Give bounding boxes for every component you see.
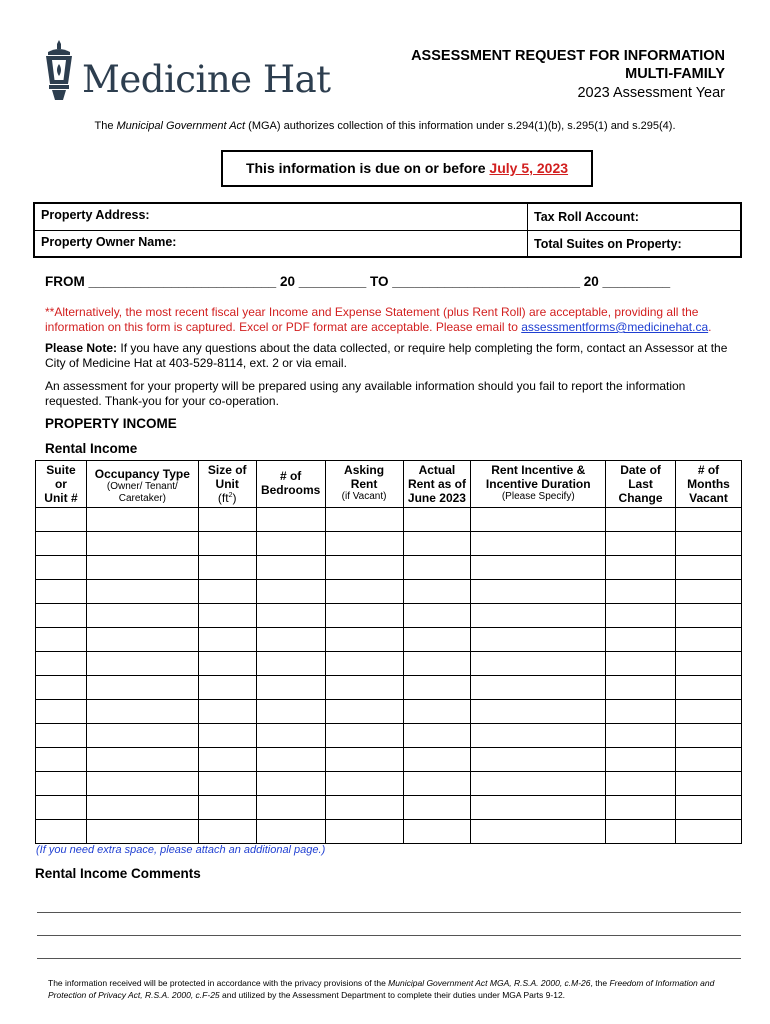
extra-space-note: (If you need extra space, please attach an additional page.) xyxy=(36,844,326,856)
authority-act: Municipal Government Act xyxy=(116,120,246,132)
table-cell[interactable] xyxy=(471,652,606,676)
table-cell[interactable] xyxy=(256,652,325,676)
table-cell[interactable] xyxy=(403,820,471,844)
table-cell[interactable] xyxy=(86,772,198,796)
table-cell[interactable] xyxy=(256,604,325,628)
table-cell[interactable] xyxy=(86,652,198,676)
tax-roll-field[interactable] xyxy=(528,204,740,230)
col-size-close: ) xyxy=(232,491,237,505)
table-cell[interactable] xyxy=(676,796,742,820)
col-vacant-l1: # of xyxy=(697,463,720,477)
owner-name-field[interactable] xyxy=(35,231,528,256)
footer-act-1: Municipal Government Act MGA, R.S.A. 2000, c.M-26 xyxy=(388,978,591,988)
col-size-unit xyxy=(218,491,237,505)
table-cell[interactable] xyxy=(403,796,471,820)
table-cell[interactable] xyxy=(86,796,198,820)
table-cell[interactable] xyxy=(325,724,403,748)
table-cell[interactable] xyxy=(606,676,676,700)
table-cell[interactable] xyxy=(256,628,325,652)
table-cell[interactable] xyxy=(471,580,606,604)
col-size xyxy=(198,461,256,508)
due-date-box xyxy=(221,150,593,187)
property-address-label: Property Address: xyxy=(41,208,150,222)
table-cell[interactable] xyxy=(256,820,325,844)
table-row xyxy=(36,820,742,844)
col-date-l3: Change xyxy=(618,491,663,505)
table-cell[interactable] xyxy=(198,556,256,580)
form-title xyxy=(411,47,725,103)
col-asking xyxy=(325,461,403,508)
table-cell[interactable] xyxy=(471,676,606,700)
table-cell[interactable] xyxy=(676,652,742,676)
table-cell[interactable] xyxy=(676,676,742,700)
title-line-3: 2023 Assessment Year xyxy=(577,85,725,101)
col-bedrooms-l1: # of xyxy=(279,469,302,483)
table-cell[interactable] xyxy=(676,748,742,772)
table-cell[interactable] xyxy=(606,700,676,724)
table-cell[interactable] xyxy=(403,748,471,772)
please-note-text: If you have any questions about the data collected, or require help completing the form, contact an Assessor at the City of Medicine Hat at 403-529-8114, ext. 2 or via email. xyxy=(45,341,728,370)
table-cell[interactable] xyxy=(256,508,325,532)
table-cell[interactable] xyxy=(676,700,742,724)
total-suites-label: Total Suites on Property: xyxy=(534,237,682,251)
col-suite xyxy=(36,461,87,508)
assessment-note: An assessment for your property will be prepared using any available information should you fail to report the information requested. Thank-you for your co-operation. xyxy=(45,379,686,408)
comments-title: Rental Income Comments xyxy=(35,866,201,881)
table-row xyxy=(36,556,742,580)
table-row xyxy=(36,532,742,556)
table-cell[interactable] xyxy=(36,652,87,676)
table-cell[interactable] xyxy=(471,532,606,556)
table-cell[interactable] xyxy=(198,580,256,604)
table-cell[interactable] xyxy=(198,724,256,748)
table-cell[interactable] xyxy=(256,796,325,820)
table-cell[interactable] xyxy=(36,748,87,772)
table-cell[interactable] xyxy=(198,820,256,844)
please-note xyxy=(45,341,735,371)
table-cell[interactable] xyxy=(606,820,676,844)
table-cell[interactable] xyxy=(676,724,742,748)
col-bedrooms-l2: Bedrooms xyxy=(260,483,321,497)
table-cell[interactable] xyxy=(36,700,87,724)
footer-text-2: , the xyxy=(590,978,610,988)
property-address-field[interactable] xyxy=(35,204,528,230)
please-note-label: Please Note: xyxy=(45,341,118,355)
table-cell[interactable] xyxy=(403,724,471,748)
table-cell[interactable] xyxy=(676,604,742,628)
table-row xyxy=(36,676,742,700)
authority-prefix: The xyxy=(94,120,117,132)
table-row xyxy=(36,580,742,604)
col-incentive xyxy=(471,461,606,508)
table-cell[interactable] xyxy=(198,796,256,820)
table-row xyxy=(36,724,742,748)
table-cell[interactable] xyxy=(676,556,742,580)
col-date-l1: Date of xyxy=(620,463,661,477)
table-cell[interactable] xyxy=(471,700,606,724)
table-cell[interactable] xyxy=(325,604,403,628)
table-cell[interactable] xyxy=(86,820,198,844)
table-cell[interactable] xyxy=(256,676,325,700)
table-cell[interactable] xyxy=(325,772,403,796)
tax-roll-label: Tax Roll Account: xyxy=(534,210,639,224)
table-cell[interactable] xyxy=(198,772,256,796)
table-cell[interactable] xyxy=(36,676,87,700)
rental-income-table xyxy=(35,460,742,844)
alternative-note xyxy=(45,305,735,335)
email-link[interactable]: assessmentforms@medicinehat.ca xyxy=(521,320,709,334)
col-asking-l1: Asking xyxy=(344,463,385,477)
col-incentive-sub: (Please Specify) xyxy=(501,491,575,502)
authority-statement xyxy=(0,120,770,132)
table-cell[interactable] xyxy=(256,724,325,748)
table-cell[interactable] xyxy=(198,700,256,724)
col-size-unit-text: (ft xyxy=(217,491,229,505)
table-cell[interactable] xyxy=(676,580,742,604)
table-cell[interactable] xyxy=(471,556,606,580)
table-cell[interactable] xyxy=(36,796,87,820)
table-cell[interactable] xyxy=(403,580,471,604)
table-row xyxy=(36,700,742,724)
alt-note-end: . xyxy=(708,320,712,334)
table-cell[interactable] xyxy=(606,604,676,628)
table-cell[interactable] xyxy=(36,580,87,604)
table-cell[interactable] xyxy=(403,628,471,652)
table-cell[interactable] xyxy=(403,772,471,796)
table-cell[interactable] xyxy=(86,724,198,748)
col-date-change xyxy=(606,461,676,508)
table-cell[interactable] xyxy=(676,628,742,652)
subsection-title: Rental Income xyxy=(45,441,138,456)
table-cell[interactable] xyxy=(86,508,198,532)
table-cell[interactable] xyxy=(403,652,471,676)
title-line-2: MULTI-FAMILY xyxy=(625,66,725,82)
due-text: This information is due on or before xyxy=(245,160,490,176)
table-cell[interactable] xyxy=(86,700,198,724)
table-cell[interactable] xyxy=(198,508,256,532)
footer-text-3: and utilized by the Assessment Department to complete their duties under MGA Parts 9-12. xyxy=(219,990,566,1000)
table-cell[interactable] xyxy=(403,508,471,532)
table-row xyxy=(36,652,742,676)
total-suites-field[interactable] xyxy=(528,231,740,256)
table-cell[interactable] xyxy=(325,628,403,652)
col-asking-sub: (if Vacant) xyxy=(341,491,387,502)
footer-act-2: Freedom of Information and Protection of Privacy Act, R.S.A. 2000, c.F-25 xyxy=(48,978,715,1000)
col-vacant-l2: Months xyxy=(687,477,730,491)
table-cell[interactable] xyxy=(403,700,471,724)
table-cell[interactable] xyxy=(403,676,471,700)
due-date: July 5, 2023 xyxy=(489,160,569,176)
table-cell[interactable] xyxy=(256,532,325,556)
section-title: PROPERTY INCOME xyxy=(45,416,177,431)
col-actual-l3: June 2023 xyxy=(407,491,466,505)
table-cell[interactable] xyxy=(36,556,87,580)
footer-text-1: The information received will be protected in accordance with the privacy provisions of the xyxy=(48,978,389,988)
col-actual-l1: Actual xyxy=(418,463,456,477)
table-cell[interactable] xyxy=(606,556,676,580)
table-cell[interactable] xyxy=(606,652,676,676)
logo-wordmark: Medicine Hat xyxy=(82,58,331,101)
table-cell[interactable] xyxy=(36,628,87,652)
table-cell[interactable] xyxy=(606,796,676,820)
privacy-footer xyxy=(48,977,738,1001)
table-cell[interactable] xyxy=(606,628,676,652)
table-cell[interactable] xyxy=(676,772,742,796)
col-size-l1: Size of xyxy=(207,463,247,477)
col-occupancy xyxy=(86,461,198,508)
table-row xyxy=(36,748,742,772)
col-occupancy-label: Occupancy Type xyxy=(94,467,190,481)
table-cell[interactable] xyxy=(36,724,87,748)
table-cell[interactable] xyxy=(86,604,198,628)
table-cell[interactable] xyxy=(86,532,198,556)
table-cell[interactable] xyxy=(86,556,198,580)
table-cell[interactable] xyxy=(36,772,87,796)
col-suite-l3: Unit # xyxy=(44,491,78,505)
table-cell[interactable] xyxy=(606,772,676,796)
table-cell[interactable] xyxy=(471,820,606,844)
table-cell[interactable] xyxy=(471,748,606,772)
table-cell[interactable] xyxy=(86,580,198,604)
table-cell[interactable] xyxy=(403,532,471,556)
period-from-to[interactable]: FROM _________________________ 20 _________ TO _________________________ 20 _________ xyxy=(45,274,671,289)
table-cell[interactable] xyxy=(86,748,198,772)
table-cell[interactable] xyxy=(36,508,87,532)
table-cell[interactable] xyxy=(403,556,471,580)
table-cell[interactable] xyxy=(471,604,606,628)
table-cell[interactable] xyxy=(325,532,403,556)
table-cell[interactable] xyxy=(325,796,403,820)
lantern-icon xyxy=(40,38,78,102)
col-vacant-l3: Vacant xyxy=(689,491,728,505)
table-cell[interactable] xyxy=(36,604,87,628)
comment-line-2[interactable] xyxy=(37,935,741,936)
comment-line-3[interactable] xyxy=(37,958,741,959)
owner-name-label: Property Owner Name: xyxy=(41,235,177,249)
col-bedrooms xyxy=(256,461,325,508)
table-cell[interactable] xyxy=(606,748,676,772)
table-cell[interactable] xyxy=(86,628,198,652)
table-cell[interactable] xyxy=(198,748,256,772)
table-cell[interactable] xyxy=(198,676,256,700)
table-cell[interactable] xyxy=(471,628,606,652)
col-months-vacant xyxy=(676,461,742,508)
table-cell[interactable] xyxy=(256,772,325,796)
col-size-sup: 2 xyxy=(228,492,233,499)
table-cell[interactable] xyxy=(256,580,325,604)
table-cell[interactable] xyxy=(325,748,403,772)
col-incentive-l2: Incentive Duration xyxy=(485,477,591,491)
table-cell[interactable] xyxy=(198,652,256,676)
table-cell[interactable] xyxy=(36,532,87,556)
alt-note-text: **Alternatively, the most recent fiscal year Income and Expense Statement (plus Rent Roll) are acceptable, providing all the information on this form is captured. Excel or PDF format are acceptable. Please email to xyxy=(45,305,699,334)
table-cell[interactable] xyxy=(325,508,403,532)
table-cell[interactable] xyxy=(471,796,606,820)
table-cell[interactable] xyxy=(471,724,606,748)
table-cell[interactable] xyxy=(256,556,325,580)
table-cell[interactable] xyxy=(325,676,403,700)
col-actual xyxy=(403,461,471,508)
table-row xyxy=(36,796,742,820)
table-cell[interactable] xyxy=(36,820,87,844)
col-occupancy-sub: (Owner/ Tenant/ Caretaker) xyxy=(106,481,178,504)
authority-suffix: (MGA) authorizes collection of this information under s.294(1)(b), s.295(1) and s.295(4). xyxy=(245,120,676,132)
table-cell[interactable] xyxy=(86,676,198,700)
col-size-l2: Unit xyxy=(215,477,239,491)
table-cell[interactable] xyxy=(256,748,325,772)
comment-line-1[interactable] xyxy=(37,912,741,913)
table-cell[interactable] xyxy=(676,532,742,556)
table-cell[interactable] xyxy=(325,700,403,724)
table-cell[interactable] xyxy=(325,556,403,580)
table-cell[interactable] xyxy=(325,580,403,604)
city-logo xyxy=(40,38,331,102)
table-cell[interactable] xyxy=(606,508,676,532)
table-cell[interactable] xyxy=(198,604,256,628)
table-cell[interactable] xyxy=(403,604,471,628)
table-row xyxy=(36,628,742,652)
col-suite-l2: or xyxy=(54,477,67,491)
col-incentive-l1: Rent Incentive & xyxy=(491,463,586,477)
table-cell[interactable] xyxy=(676,820,742,844)
table-cell[interactable] xyxy=(676,508,742,532)
col-date-l2: Last xyxy=(628,477,653,491)
table-row xyxy=(36,772,742,796)
col-suite-l1: Suite xyxy=(46,463,76,477)
table-cell[interactable] xyxy=(471,772,606,796)
table-row xyxy=(36,604,742,628)
table-cell[interactable] xyxy=(256,700,325,724)
table-row xyxy=(36,508,742,532)
table-cell[interactable] xyxy=(606,724,676,748)
table-cell[interactable] xyxy=(471,508,606,532)
property-info-table xyxy=(33,202,742,258)
col-asking-l2: Rent xyxy=(350,477,378,491)
col-actual-l2: Rent as of xyxy=(407,477,466,491)
table-cell[interactable] xyxy=(606,580,676,604)
table-cell[interactable] xyxy=(325,652,403,676)
table-cell[interactable] xyxy=(325,820,403,844)
table-cell[interactable] xyxy=(606,532,676,556)
table-cell[interactable] xyxy=(198,532,256,556)
title-line-1: ASSESSMENT REQUEST FOR INFORMATION xyxy=(411,48,725,64)
table-cell[interactable] xyxy=(198,628,256,652)
